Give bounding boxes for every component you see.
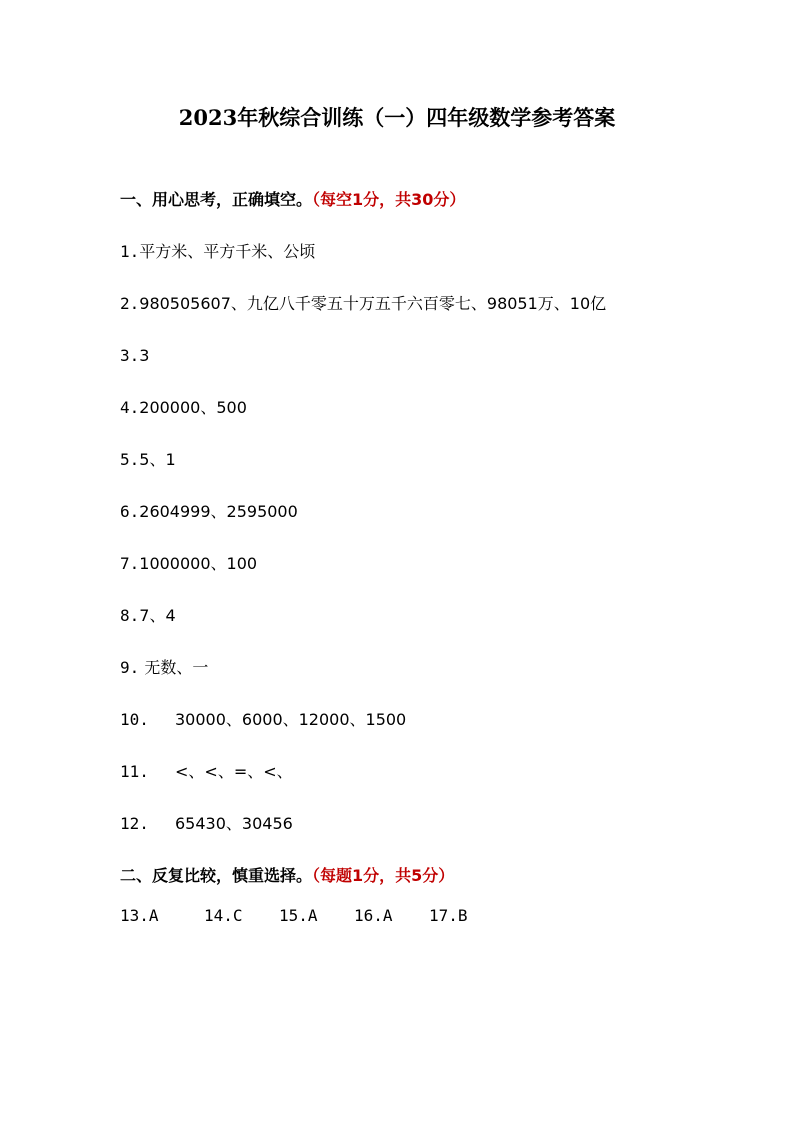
item-number: 11. [120,762,149,781]
section-2-title: 二、反复比较，慎重选择。 [120,866,313,885]
item-answer: 980505607、九亿八千零五十万五千六百零七、98051万、10亿 [139,294,607,313]
choice-answer-16: 16.A [354,906,393,925]
answer-item-1 [120,241,315,263]
item-number: 10. [120,710,149,729]
item-answer: 7、4 [139,606,176,625]
answer-item-11 [120,761,293,783]
section-1-heading [120,189,465,211]
answer-item-2 [120,293,606,315]
choice-answer-14: 14.C [204,906,243,925]
document-title: 2023年秋综合训练（一）四年级数学参考答案 [178,105,616,130]
section-1-title: 一、用心思考，正确填空。 [120,190,313,209]
answer-item-8 [120,605,176,627]
choice-answer-15: 15.A [279,906,318,925]
item-answer: 5、1 [139,450,176,469]
section-2-score-note: （每题1分，共5分） [312,866,455,885]
answer-item-5 [120,449,176,471]
answer-item-7 [120,553,257,575]
item-answer: 1000000、100 [139,554,258,573]
item-answer: 3 [139,346,150,365]
item-number: 4. [120,398,140,417]
item-answer: 200000、500 [139,398,247,417]
item-answer: <、<、=、<、 [175,762,293,781]
item-number: 2. [120,294,140,313]
section-2-heading [120,865,454,887]
section-1-score-note: （每空1分，共30分） [312,190,466,209]
answer-item-9 [120,657,208,679]
item-answer: 65430、30456 [175,814,293,833]
item-answer: 平方米、平方千米、公顷 [139,242,316,261]
item-number: 9. [120,658,140,677]
item-number: 8. [120,606,140,625]
item-answer: 30000、6000、12000、1500 [175,710,407,729]
answer-item-12 [120,813,293,835]
item-answer: 无数、一 [139,658,209,677]
item-number: 1. [120,242,140,261]
answer-item-4 [120,397,247,419]
answer-item-6 [120,501,298,523]
answer-item-3 [120,345,149,367]
item-number: 5. [120,450,140,469]
answer-item-10 [120,709,406,731]
item-answer: 2604999、2595000 [139,502,298,521]
choice-answer-13: 13.A [120,906,159,925]
item-number: 6. [120,502,140,521]
item-number: 12. [120,814,149,833]
item-number: 3. [120,346,140,365]
choice-answer-17: 17.B [429,906,468,925]
item-number: 7. [120,554,140,573]
